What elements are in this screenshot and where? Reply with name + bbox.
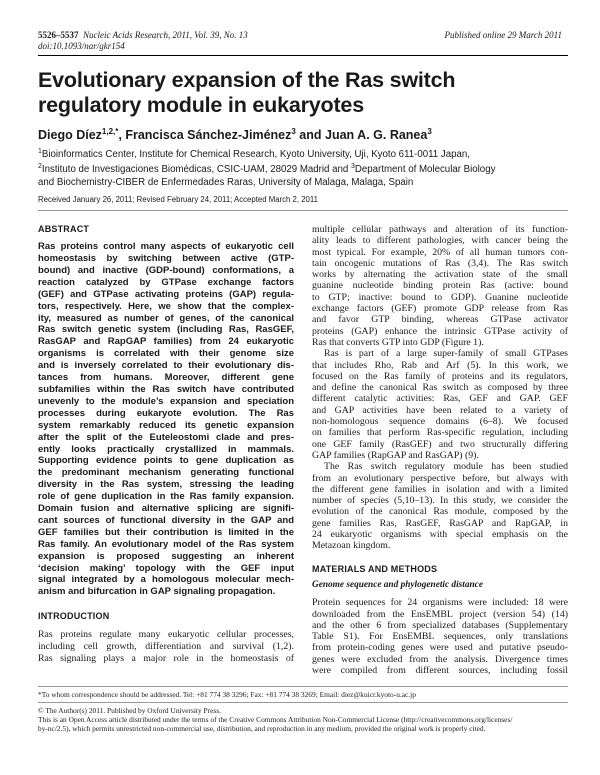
paragraph [312, 224, 568, 348]
text-line: Ras signaling plays a major role in the homeostasis of [38, 652, 294, 664]
text-line: The Ras switch regulatory module has been studied [324, 461, 568, 473]
title-line: regulatory module in eukaryotes [38, 92, 364, 117]
author-affiliation-mark: 1,2, [101, 127, 116, 136]
correspondence-note: *To whom correspondence should be addressed. Tel: +81 774 38 3296; Fax: +81 774 38 3269; Email: diez@kuicr.kyoto-u.ac.jp [38, 690, 416, 699]
text-line: evolution of the canonical Ras module, composed by the [312, 506, 568, 518]
running-header-left [38, 30, 248, 52]
paragraph [312, 348, 568, 461]
abstract-body [38, 241, 294, 598]
text-line: ‘decision making’ topology with the GEF input [38, 562, 294, 574]
author-affiliation-mark: 3 [427, 127, 432, 136]
text-line: one GEF family (RasGEF) and two structurally differing [312, 438, 568, 450]
text-line: Ras family. An evolutionary model of the Ras system [38, 538, 294, 550]
text-line: anism and bifurcation in GAP signaling propagation. [38, 586, 276, 598]
text-line: Ras is part of a large super-family of small GTPases [324, 348, 568, 360]
text-line: Table S1). For EnsEMBL sequences, only translations [312, 631, 568, 643]
published-date: Published online 29 March 2011 [444, 30, 562, 40]
text-line: subfamilies within the Ras switch have contributed [38, 383, 294, 395]
text-line: non-homologous sequence domains (6–8). We focused [312, 416, 568, 428]
text-line: role of gene duplication in the Ras family expansion. [38, 491, 294, 503]
text-line: RasGAP and RapGAP families) from 24 eukaryotic [38, 336, 294, 348]
affiliation-number: 3 [350, 163, 355, 171]
text-line: Ras proteins control many aspects of eukaryotic cell [38, 241, 294, 253]
text-line: ity, measured as number of genes, of the canonical [38, 312, 294, 324]
text-line: gene families Ras, RasGEF, RasGAP and RapGAP, in [312, 517, 568, 529]
affiliation-number: 2 [38, 163, 42, 171]
text-line: to GTP; inactive: bound to GDP). Guanine nucleotide [312, 291, 568, 303]
introduction-heading: INTRODUCTION [38, 611, 110, 622]
doi: doi:10.1093/nar/gkr154 [38, 41, 125, 51]
paragraph [312, 461, 568, 551]
paragraph [312, 597, 568, 676]
text-line: 24 eukaryotic organisms with special emphasis on the [312, 529, 568, 541]
text-line: tances from humans. Moreover, different gene [38, 372, 294, 384]
text-line: that includes Rho, Rab and Arf (5). In this work, we [312, 359, 568, 371]
text-line: Ras that converts GTP into GDP (Figure 1). [312, 336, 484, 348]
text-line: tors, respectively. Here, we show that the complex- [38, 300, 294, 312]
text-line: Metazoan kingdom. [312, 540, 391, 552]
affiliation-line: Instituto de Investigaciones Biomédicas, CSIC-UAM, 28029 Madrid and [41, 164, 351, 176]
text-line: cant sources of functional diversity in the GAP and [38, 514, 294, 526]
text-line: and is inversely correlated to their evolutionary dis- [38, 360, 294, 372]
author-name: , Francisca Sánchez-Jiménez [118, 128, 292, 143]
text-line: focused on the Ras family of proteins and its regulators, [312, 370, 568, 382]
text-line: most typical. For example, 20% of all human tumors con- [312, 246, 568, 258]
license-line: by-nc/2.5), which permits unrestricted non-commercial use, distribution, and reproduction in any medium, provided the original work is properly cited. [38, 724, 486, 734]
title-line: Evolutionary expansion of the Ras switch [38, 68, 456, 92]
author-name: and Juan A. G. Ranea [295, 128, 428, 143]
journal-citation: Nucleic Acids Research, 2011, Vol. 39, No. 13 [83, 30, 248, 40]
text-line: ality leads to different pathologies, with cancer being the [312, 235, 568, 247]
text-line: homeostasis by switching between active (GTP- [38, 253, 294, 264]
copyright-line: © The Author(s) 2011. Published by Oxford University Press. [38, 706, 221, 715]
text-line: GAP families (RapGAP and RasGAP) (9). [312, 449, 479, 461]
text-line: bound) and inactive (GDP-bound) conformations, a [38, 264, 294, 276]
text-line: guanine nucleotide binding protein Ras (active: bound [312, 280, 568, 292]
introduction-body [38, 629, 294, 664]
text-line: system remarkably reduced its genetic expansion [38, 419, 294, 431]
affiliation-number: 1 [38, 148, 42, 155]
text-line: genes were excluded from the analysis. Divergence times [312, 653, 568, 665]
right-column [312, 224, 568, 676]
text-line: the different gene families in isolation and with a limited [312, 483, 568, 495]
text-line: signal integrated by a homologous molecular mech- [38, 574, 294, 586]
text-line: ently looks practically crystallized in mammals. [38, 443, 294, 455]
text-line: Protein sequences for 24 organisms were included: 18 were [312, 597, 568, 609]
abstract-heading: ABSTRACT [38, 224, 90, 234]
text-line: unevenly to the module’s expansion and speciation [38, 395, 294, 407]
license-block [38, 706, 568, 734]
affiliation-line: and Biochemistry-CIBER de Enfermedades Raras, University of Malaga, Malaga, Spain [38, 176, 414, 188]
text-line: Ras proteins regulate many eukaryotic cellular processes, [38, 629, 294, 641]
text-line: proteins (GAP) enhance the intrinsic GTPase activity of [312, 325, 568, 337]
text-line: GEF families but their contribution is limited in the [38, 526, 294, 538]
text-line: on families that perform Ras-specific regulation, including [312, 427, 568, 439]
author-list [38, 124, 568, 143]
text-line: (GEF) and GTPase activating proteins (GAP) regula- [38, 288, 294, 300]
page-range: 5526–5537 [38, 30, 79, 40]
text-line: were compiled from different sources, including fossil [312, 664, 568, 676]
text-line: works by alternating the activation state of the small [312, 269, 568, 281]
text-line: Supporting evidence points to gene duplication as [38, 455, 294, 467]
received-dates: Received January 26, 2011; Revised February 24, 2011; Accepted March 2, 2011 [38, 195, 318, 204]
footer-rule [38, 702, 568, 703]
author-name: Diego Díez [38, 128, 102, 143]
text-line: after the split of the Euteleostomi clade and pres- [38, 431, 294, 443]
text-line: multiple cellular pathways and alteration of its function- [312, 224, 568, 235]
footer-rule [38, 686, 568, 687]
text-line: processes during eukaryote evolution. The Ras [38, 407, 294, 419]
text-line: and define the canonical Ras switch as composed by three [312, 382, 568, 394]
methods-heading: MATERIALS AND METHODS [312, 563, 438, 574]
text-line: downloaded from the EnsEMBL project (version 54) (14) [312, 608, 568, 620]
text-line: and favor GTP binding, whereas GTPase activator [312, 314, 568, 326]
article-title [38, 68, 568, 117]
text-line: tain oncogenic mutations of Ras (3,4). The Ras switch [312, 257, 568, 269]
dates-rule [38, 210, 568, 211]
methods-subheading: Genome sequence and phylogenetic distance [312, 579, 483, 590]
corresponding-author-mark: * [115, 127, 119, 136]
text-line: Domain fusion and alternative splicing are signifi- [38, 503, 294, 515]
text-line: including cell growth, differentiation and survival (1,2). [38, 641, 294, 653]
left-column [38, 224, 294, 665]
text-line: different catalytic activities: Ras, GEF and GAP. GEF [312, 393, 568, 405]
text-line: number of species (5,10–13). In this study, we consider the [312, 495, 568, 507]
text-line: and GAP activities have been related to a variety of [312, 404, 568, 416]
text-line: organisms is correlated with their genome size [38, 348, 294, 360]
text-line: reaction catalyzed by GTPase exchange factors [38, 276, 294, 288]
affiliations [38, 146, 568, 189]
text-line: and the other 6 from specialized databases (Supplementary [312, 619, 568, 631]
text-line: from protein-coding genes were used and putative pseudo- [312, 642, 568, 654]
license-line: This is an Open Access article distributed under the terms of the Creative Commons Attribution Non-Commercial License (http://creativecommons.org/licenses/ [38, 715, 513, 725]
header-rule [38, 55, 568, 56]
text-line: diversity in the Ras system, stressing the leading [38, 479, 294, 491]
affiliation-line: Department of Molecular Biology [354, 164, 496, 176]
text-line: Ras switch genetic system (including Ras, RasGEF, [38, 324, 294, 336]
affiliation-line: Bioinformatics Center, Institute for Chemical Research, Kyoto University, Uji, Kyoto 611-0011 Japan, [41, 149, 470, 161]
text-line: expansion is proposed suggesting an inherent [38, 550, 294, 562]
text-line: exchange factors (GEF) promote GDP release from Ras [312, 303, 568, 315]
text-line: the predominant mechanism generating functional [38, 467, 294, 479]
text-line: from an evolutionary perspective before, but always with [312, 472, 568, 484]
author-affiliation-mark: 3 [291, 127, 296, 136]
